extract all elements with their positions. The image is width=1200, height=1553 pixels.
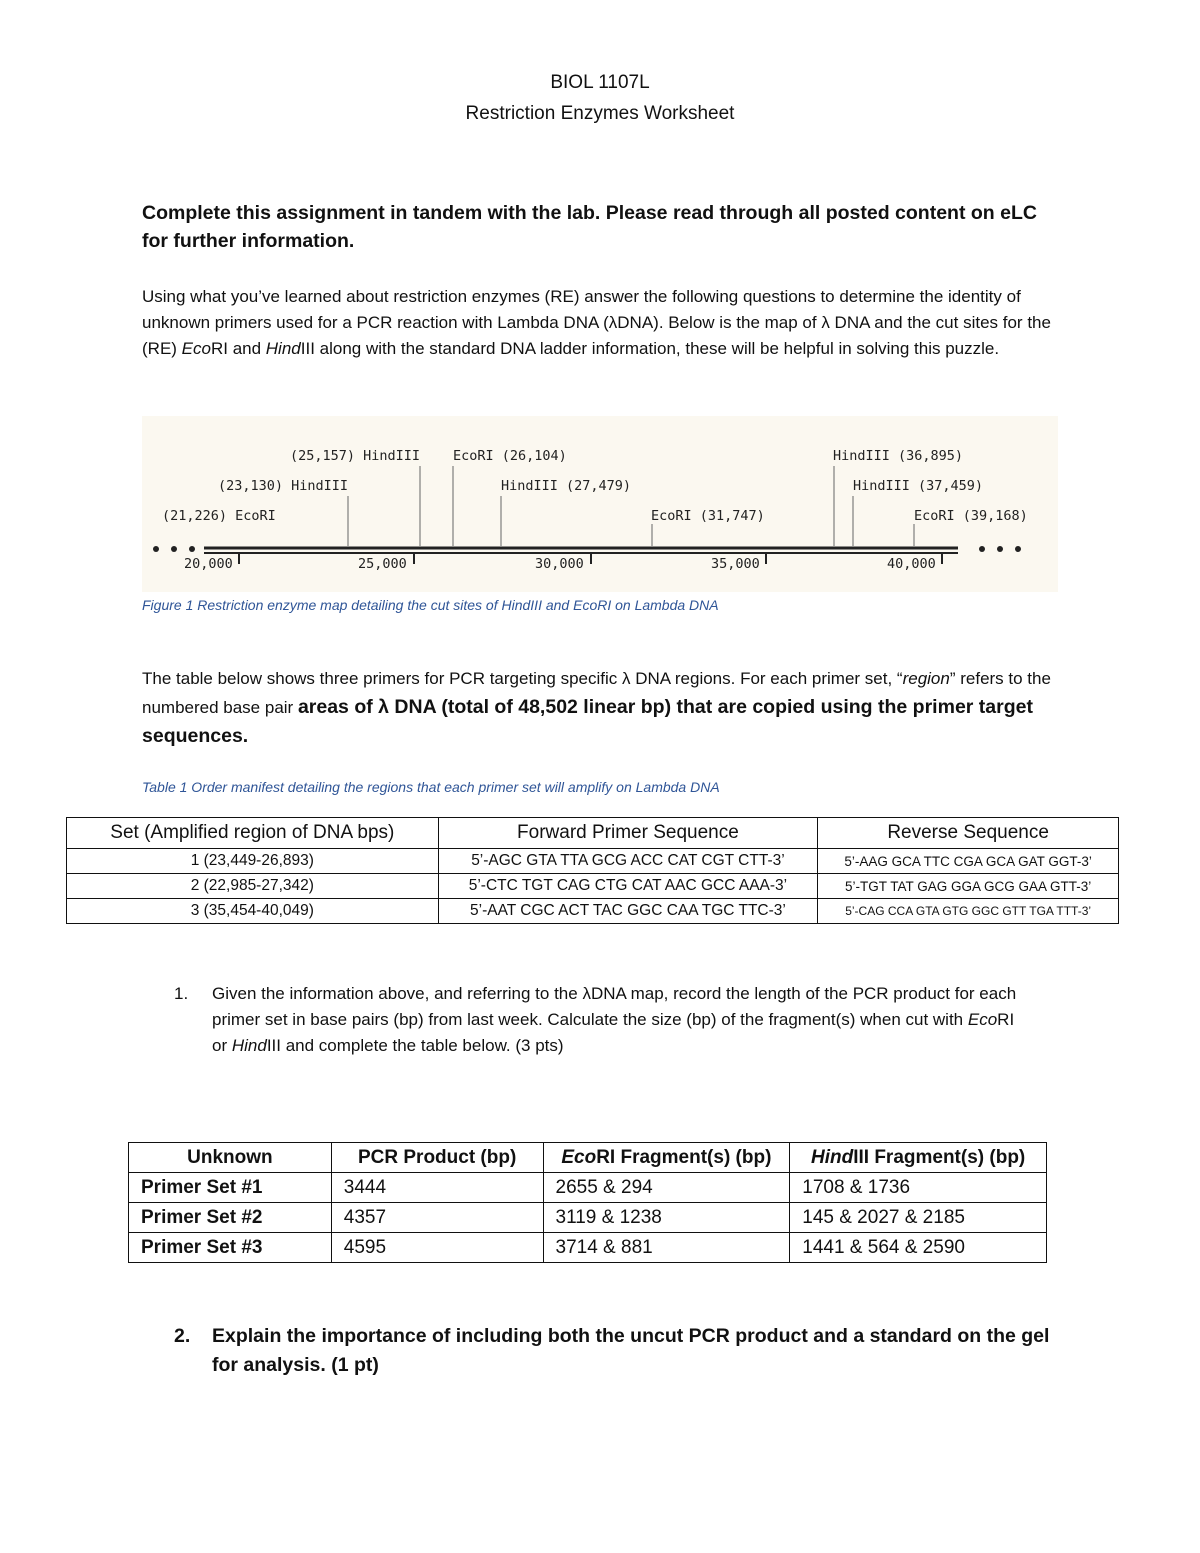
ellipsis-dot-left-3 [189, 546, 195, 552]
header-hindiii-rest: III Fragment(s) (bp) [853, 1146, 1026, 1168]
header-reverse: Reverse Sequence [818, 818, 1119, 849]
ellipsis-dot-right-1 [979, 546, 985, 552]
restriction-map-figure [142, 416, 1058, 592]
intro-paragraph [142, 284, 1067, 362]
header-eco-italic: Eco [561, 1146, 597, 1168]
site-label-hindiii-23130: (23,130) HindIII [218, 478, 349, 494]
table-row [129, 1173, 1047, 1203]
tick-label-40000: 40,000 [887, 556, 936, 572]
para2-text-b: ” refers to the numbered base pair [142, 669, 1051, 717]
header-forward: Forward Primer Sequence [438, 818, 818, 849]
forward-cell: 5’-AAT CGC ACT TAC GGC CAA TGC TTC-3’ [438, 899, 818, 924]
instructions-bold: Complete this assignment in tandem with the lab. Please read through all posted content on eLC for further information. [142, 202, 1037, 252]
pcr-product-cell[interactable]: 4357 [331, 1203, 543, 1233]
page-title: Restriction Enzymes Worksheet [465, 103, 735, 124]
question-2-number: 2. [174, 1325, 191, 1347]
iii-text: III [300, 339, 315, 358]
ellipsis-dot-right-3 [1015, 546, 1021, 552]
region-italic: region [902, 669, 950, 688]
primer-set-label: Primer Set #2 [129, 1203, 332, 1233]
site-label-ecori-26104: EcoRI (26,104) [453, 448, 567, 464]
q1-eco-italic: Eco [967, 1010, 998, 1029]
hindiii-fragment-cell[interactable]: 1441 & 564 & 2590 [790, 1233, 1047, 1263]
header-pcr-product: PCR Product (bp) [331, 1143, 543, 1173]
site-label-hindiii-37459: HindIII (37,459) [853, 478, 984, 494]
forward-cell: 5’-AGC GTA TTA GCG ACC CAT CGT CTT-3’ [438, 849, 818, 874]
ecori-italic: Eco [181, 339, 211, 358]
table1-caption: Table 1 Order manifest detailing the regions that each primer set will amplify on Lambda DNA [142, 779, 720, 795]
question-1-text [212, 981, 1032, 1059]
header-hind-italic: Hind [810, 1146, 854, 1168]
q1-hind-italic: Hind [231, 1036, 267, 1055]
primer-table-header [67, 818, 1119, 849]
q1-ri-text: RI or [212, 1010, 1015, 1055]
intro-text-end: along with the standard DNA ladder information, these will be helpful in solving this puzzle. [314, 339, 1000, 358]
primer-set-label: Primer Set #1 [129, 1173, 332, 1203]
header-unknown: Unknown [129, 1143, 332, 1173]
set-cell: 3 (35,454-40,049) [67, 899, 439, 924]
site-label-hindiii-25157: (25,157) HindIII [290, 448, 421, 464]
site-label-ecori-31747: EcoRI (31,747) [651, 508, 765, 524]
hindiii-fragment-cell[interactable]: 145 & 2027 & 2185 [790, 1203, 1047, 1233]
ellipsis-dot-right-2 [997, 546, 1003, 552]
tick-label-35000: 35,000 [711, 556, 760, 572]
table-intro-paragraph [142, 665, 1067, 751]
restriction-map-svg [142, 416, 1058, 592]
pcr-product-cell[interactable]: 4595 [331, 1233, 543, 1263]
primer-set-label: Primer Set #3 [129, 1233, 332, 1263]
tick-label-30000: 30,000 [535, 556, 584, 572]
forward-cell: 5’-CTC TGT CAG CTG CAT AAC GCC AAA-3’ [438, 874, 818, 899]
reverse-cell: 5’-AAG GCA TTC CGA GCA GAT GGT-3’ [818, 849, 1119, 874]
ri-text: RI [210, 339, 228, 358]
hindiii-fragment-cell[interactable]: 1708 & 1736 [790, 1173, 1047, 1203]
header-set: Set (Amplified region of DNA bps) [67, 818, 439, 849]
table-row [67, 899, 1119, 924]
table-row [129, 1233, 1047, 1263]
ecori-fragment-cell[interactable]: 2655 & 294 [543, 1173, 790, 1203]
site-label-ecori-39168: EcoRI (39,168) [914, 508, 1028, 524]
para2-text-bold: areas of λ DNA (total of 48,502 linear bp) that are copied using the primer target sequences. [142, 696, 1033, 747]
ellipsis-dot-left-1 [153, 546, 159, 552]
intro-text-1: Using what you’ve learned about restriction enzymes (RE) answer the following questions to determine the identity of unknown primers used for a PCR reaction with Lambda DNA (λDNA). Below is the map of λ DNA and the cut sites for the (RE) [142, 287, 1051, 358]
primer-table [66, 817, 1119, 924]
table-row [67, 874, 1119, 899]
question-2-text: Explain the importance of including both the uncut PCR product and a standard on the gel for analysis. (1 pt) [212, 1325, 1050, 1376]
site-label-hindiii-27479: HindIII (27,479) [501, 478, 632, 494]
header-ecori-rest: RI Fragment(s) (bp) [596, 1146, 772, 1168]
and-text: and [227, 339, 266, 358]
header-ecori-fragments [543, 1143, 790, 1173]
reverse-cell: 5’-CAG CCA GTA GTG GGC GTT TGA TTT-3’ [818, 899, 1119, 924]
tick-label-20000: 20,000 [184, 556, 233, 572]
site-label-ecori-21226: (21,226) EcoRI [162, 508, 276, 524]
hind-italic: Hind [265, 339, 301, 358]
fragment-table-header [129, 1143, 1047, 1173]
ellipsis-dot-left-2 [171, 546, 177, 552]
site-label-hindiii-36895: HindIII (36,895) [833, 448, 964, 464]
table-row [67, 849, 1119, 874]
table-row [129, 1203, 1047, 1233]
figure-caption: Figure 1 Restriction enzyme map detailing the cut sites of HindIII and EcoRI on Lambda DNA [142, 597, 719, 613]
pcr-product-cell[interactable]: 3444 [331, 1173, 543, 1203]
reverse-cell: 5’-TGT TAT GAG GGA GCG GAA GTT-3’ [818, 874, 1119, 899]
course-code: BIOL 1107L [550, 72, 650, 93]
fragment-table [128, 1142, 1047, 1263]
q1-text-b: III and complete the table below. (3 pts) [266, 1036, 564, 1055]
para2-text-a: The table below shows three primers for PCR targeting specific λ DNA regions. For each primer set, “ [142, 669, 903, 688]
header-hindiii-fragments [790, 1143, 1047, 1173]
set-cell: 2 (22,985-27,342) [67, 874, 439, 899]
question-1-number: 1. [174, 984, 189, 1003]
q1-text-a: Given the information above, and referring to the λDNA map, record the length of the PCR product for each primer set in base pairs (bp) from last week. Calculate the size (bp) of the fragment(s) when cut with [212, 984, 1017, 1029]
set-cell: 1 (23,449-26,893) [67, 849, 439, 874]
ecori-fragment-cell[interactable]: 3714 & 881 [543, 1233, 790, 1263]
ecori-fragment-cell[interactable]: 3119 & 1238 [543, 1203, 790, 1233]
tick-label-25000: 25,000 [358, 556, 407, 572]
